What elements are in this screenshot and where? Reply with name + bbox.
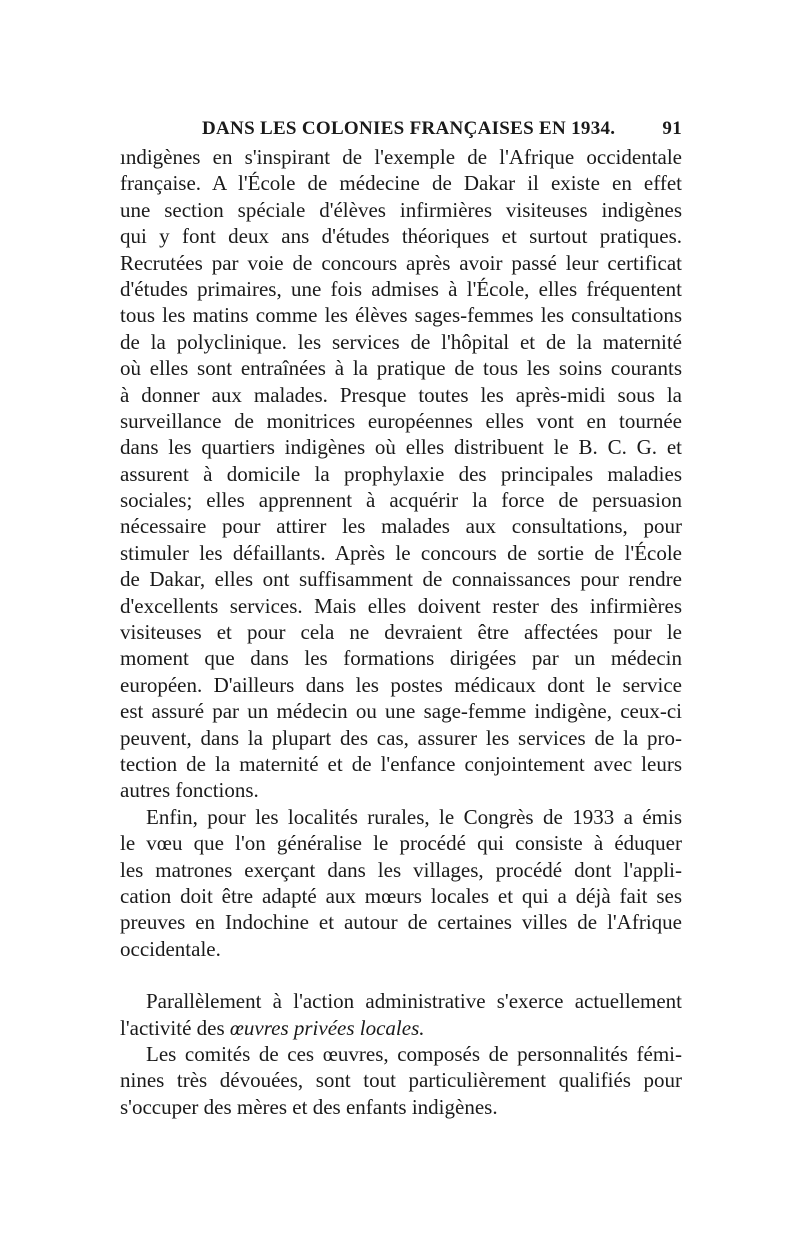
text-line: de la polyclinique. les services de l'hôpital et de la maternité — [120, 329, 682, 354]
text-line: occidentale. — [120, 936, 221, 961]
text-line: d'études primaires, une fois admises à l'École, elles fréquentent — [120, 276, 682, 301]
text-line: une section spéciale d'élèves infirmières visiteuses indigènes — [120, 197, 682, 222]
text-segment: l'activité des — [120, 1015, 230, 1040]
text-line: autres fonctions. — [120, 778, 259, 803]
text-line — [120, 1015, 682, 1041]
italic-phrase: œuvres privées locales. — [229, 1015, 425, 1040]
text-line: stimuler les défaillants. Après le concours de sortie de l'École — [120, 540, 682, 565]
text-line: Recrutées par voie de concours après avoir passé leur certificat — [120, 250, 682, 275]
text-line: les matrones exerçant dans les villages, procédé dont l'appli- — [120, 857, 682, 882]
text-line: Les comités de ces œuvres, composés de personnalités fémi- — [146, 1041, 682, 1066]
text-line: française. A l'École de médecine de Dakar il existe en effet — [120, 171, 682, 196]
page-number: 91 — [662, 118, 682, 139]
text-line: moment que dans les formations dirigées par un médecin — [120, 646, 682, 671]
paragraph-1 — [120, 144, 682, 804]
text-line: est assuré par un médecin ou une sage-femme indigène, ceux-ci — [120, 699, 682, 724]
text-line: le vœu que l'on généralise le procédé qui consiste à éduquer — [120, 831, 682, 856]
paragraph-3 — [120, 988, 682, 1041]
text-line: ındigènes en s'inspirant de l'exemple de l'Afrique occidentale — [120, 145, 682, 169]
book-page — [120, 110, 682, 1120]
running-head — [120, 110, 682, 144]
text-line: de Dakar, elles ont suffisamment de connaissances pour rendre — [120, 567, 682, 592]
text-line: Parallèlement à l'action administrative s'exerce actuellement — [146, 989, 682, 1014]
text-line: qui y font deux ans d'études théoriques et surtout pratiques. — [120, 224, 682, 249]
paragraph-4 — [120, 1041, 682, 1120]
text-line: d'excellents services. Mais elles doivent rester des infirmières — [120, 593, 682, 618]
text-line: dans les quartiers indigènes où elles distribuent le B. C. G. et — [120, 435, 682, 460]
text-line: sociales; elles apprennent à acquérir la force de persuasion — [120, 488, 682, 513]
text-line: s'occuper des mères et des enfants indigènes. — [120, 1094, 498, 1119]
text-line: cation doit être adapté aux mœurs locales et qui a déjà fait ses — [120, 883, 682, 908]
running-title: DANS LES COLONIES FRANÇAISES EN 1934. — [202, 118, 616, 139]
text-line: peuvent, dans la plupart des cas, assurer les services de la pro- — [120, 725, 682, 750]
text-line: Enfin, pour les localités rurales, le Congrès de 1933 a émis — [146, 804, 682, 829]
text-line: assurent à domicile la prophylaxie des principales maladies — [120, 461, 682, 486]
text-line: nines très dévouées, sont tout particulièrement qualifiés pour — [120, 1068, 682, 1093]
text-line: tous les matins comme les élèves sages-femmes les consultations — [120, 303, 682, 328]
text-line: surveillance de monitrices européennes elles vont en tournée — [120, 408, 682, 433]
paragraph-2 — [120, 804, 682, 962]
text-line: tection de la maternité et de l'enfance conjointement avec leurs — [120, 751, 682, 776]
text-line: preuves en Indochine et autour de certaines villes de l'Afrique — [120, 910, 682, 935]
text-line: à donner aux malades. Presque toutes les après-midi sous la — [120, 382, 682, 407]
text-line: visiteuses et pour cela ne devraient être affectées pour le — [120, 620, 682, 645]
section-gap — [120, 962, 682, 988]
text-line: nécessaire pour attirer les malades aux consultations, pour — [120, 514, 682, 539]
text-line: européen. D'ailleurs dans les postes médicaux dont le service — [120, 672, 682, 697]
text-line: où elles sont entraînées à la pratique de tous les soins courants — [120, 356, 682, 381]
